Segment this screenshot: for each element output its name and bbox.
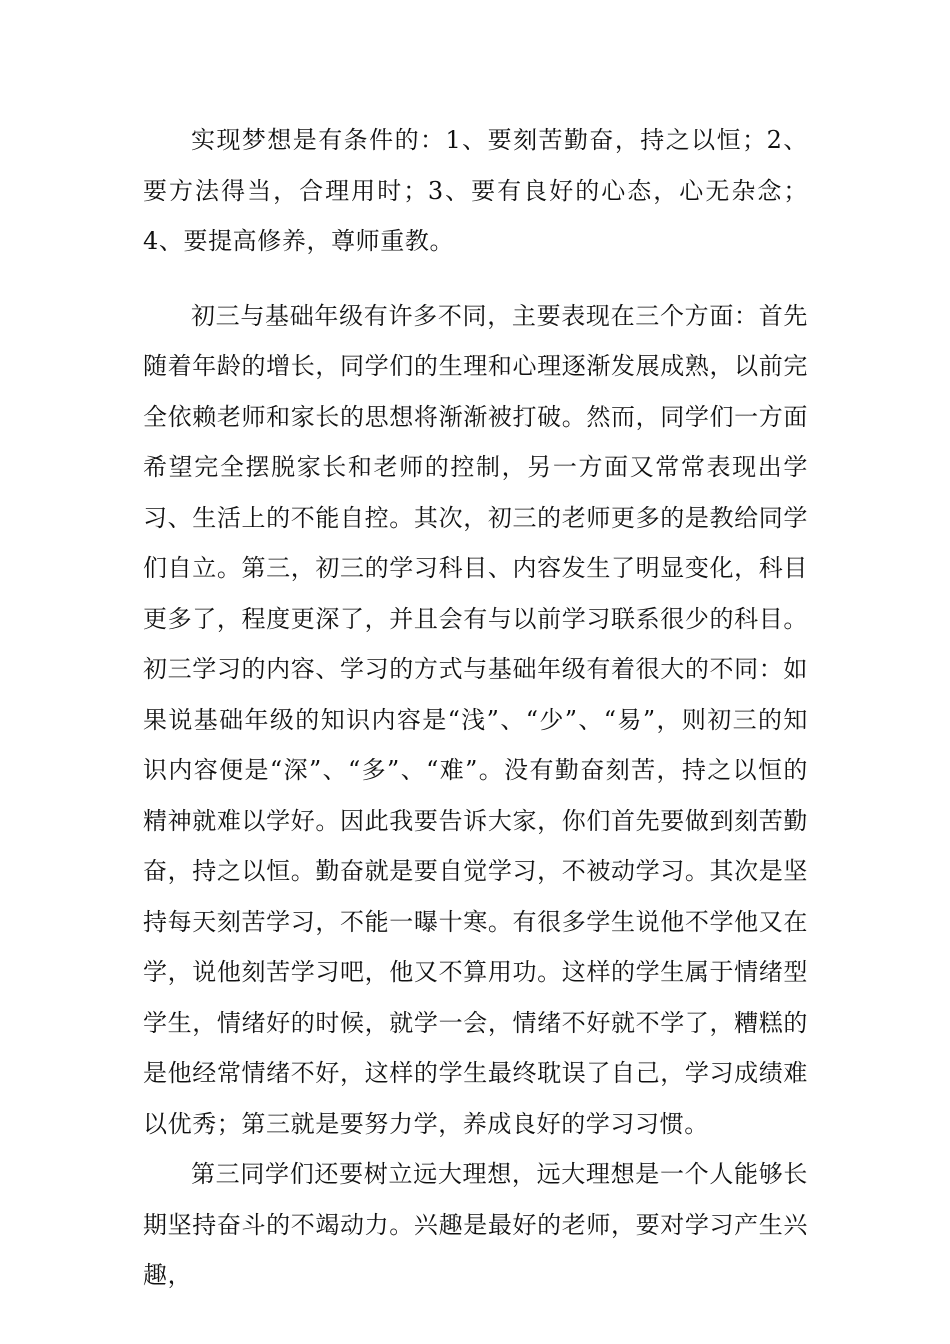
paragraph-grade-three-differences: 初三与基础年级有许多不同，主要表现在三个方面：首先随着年龄的增长，同学们的生理和心理逐渐发展成熟，以前完全依赖老师和家长的思想将渐渐被打破。然而，同学们一方面希望完全摆脱家长和老师的控制，另一方面又常常表现出学习、生活上的不能自控。其次，初三的老师更多的是教给同学们自立。第三，初三的学习科目、内容发生了明显变化，科目更多了，程度更深了，并且会有与以前学习联系很少的科目。初三学习的内容、学习的方式与基础年级有着很大的不同：如果说基础年级的知识内容是“浅”、“少”、“易”，则初三的知识内容便是“深”、“多”、“难”。没有勤奋刻苦，持之以恒的精神就难以学好。因此我要告诉大家，你们首先要做到刻苦勤奋，持之以恒。勤奋就是要自觉学习，不被动学习。其次是坚持每天刻苦学习，不能一曝十寒。有很多学生说他不学他又在学，说他刻苦学习吧，他又不算用功。这样的学生属于情绪型学生，情绪好的时候，就学一会，情绪不好就不学了，糟糕的是他经常情绪不好，这样的学生最终耽误了自己，学习成绩难以优秀；第三就是要努力学，养成良好的学习习惯。 bbox=[143, 301, 808, 1138]
paragraph-ideals: 第三同学们还要树立远大理想，远大理想是一个人能够长期坚持奋斗的不竭动力。兴趣是最好的老师，要对学习产生兴趣， bbox=[143, 1160, 808, 1289]
paragraph-conditions: 实现梦想是有条件的：1、要刻苦勤奋，持之以恒；2、要方法得当，合理用时；3、要有良好的心态，心无杂念；4、要提高修养，尊师重教。 bbox=[143, 126, 808, 255]
document-body bbox=[143, 115, 808, 1301]
